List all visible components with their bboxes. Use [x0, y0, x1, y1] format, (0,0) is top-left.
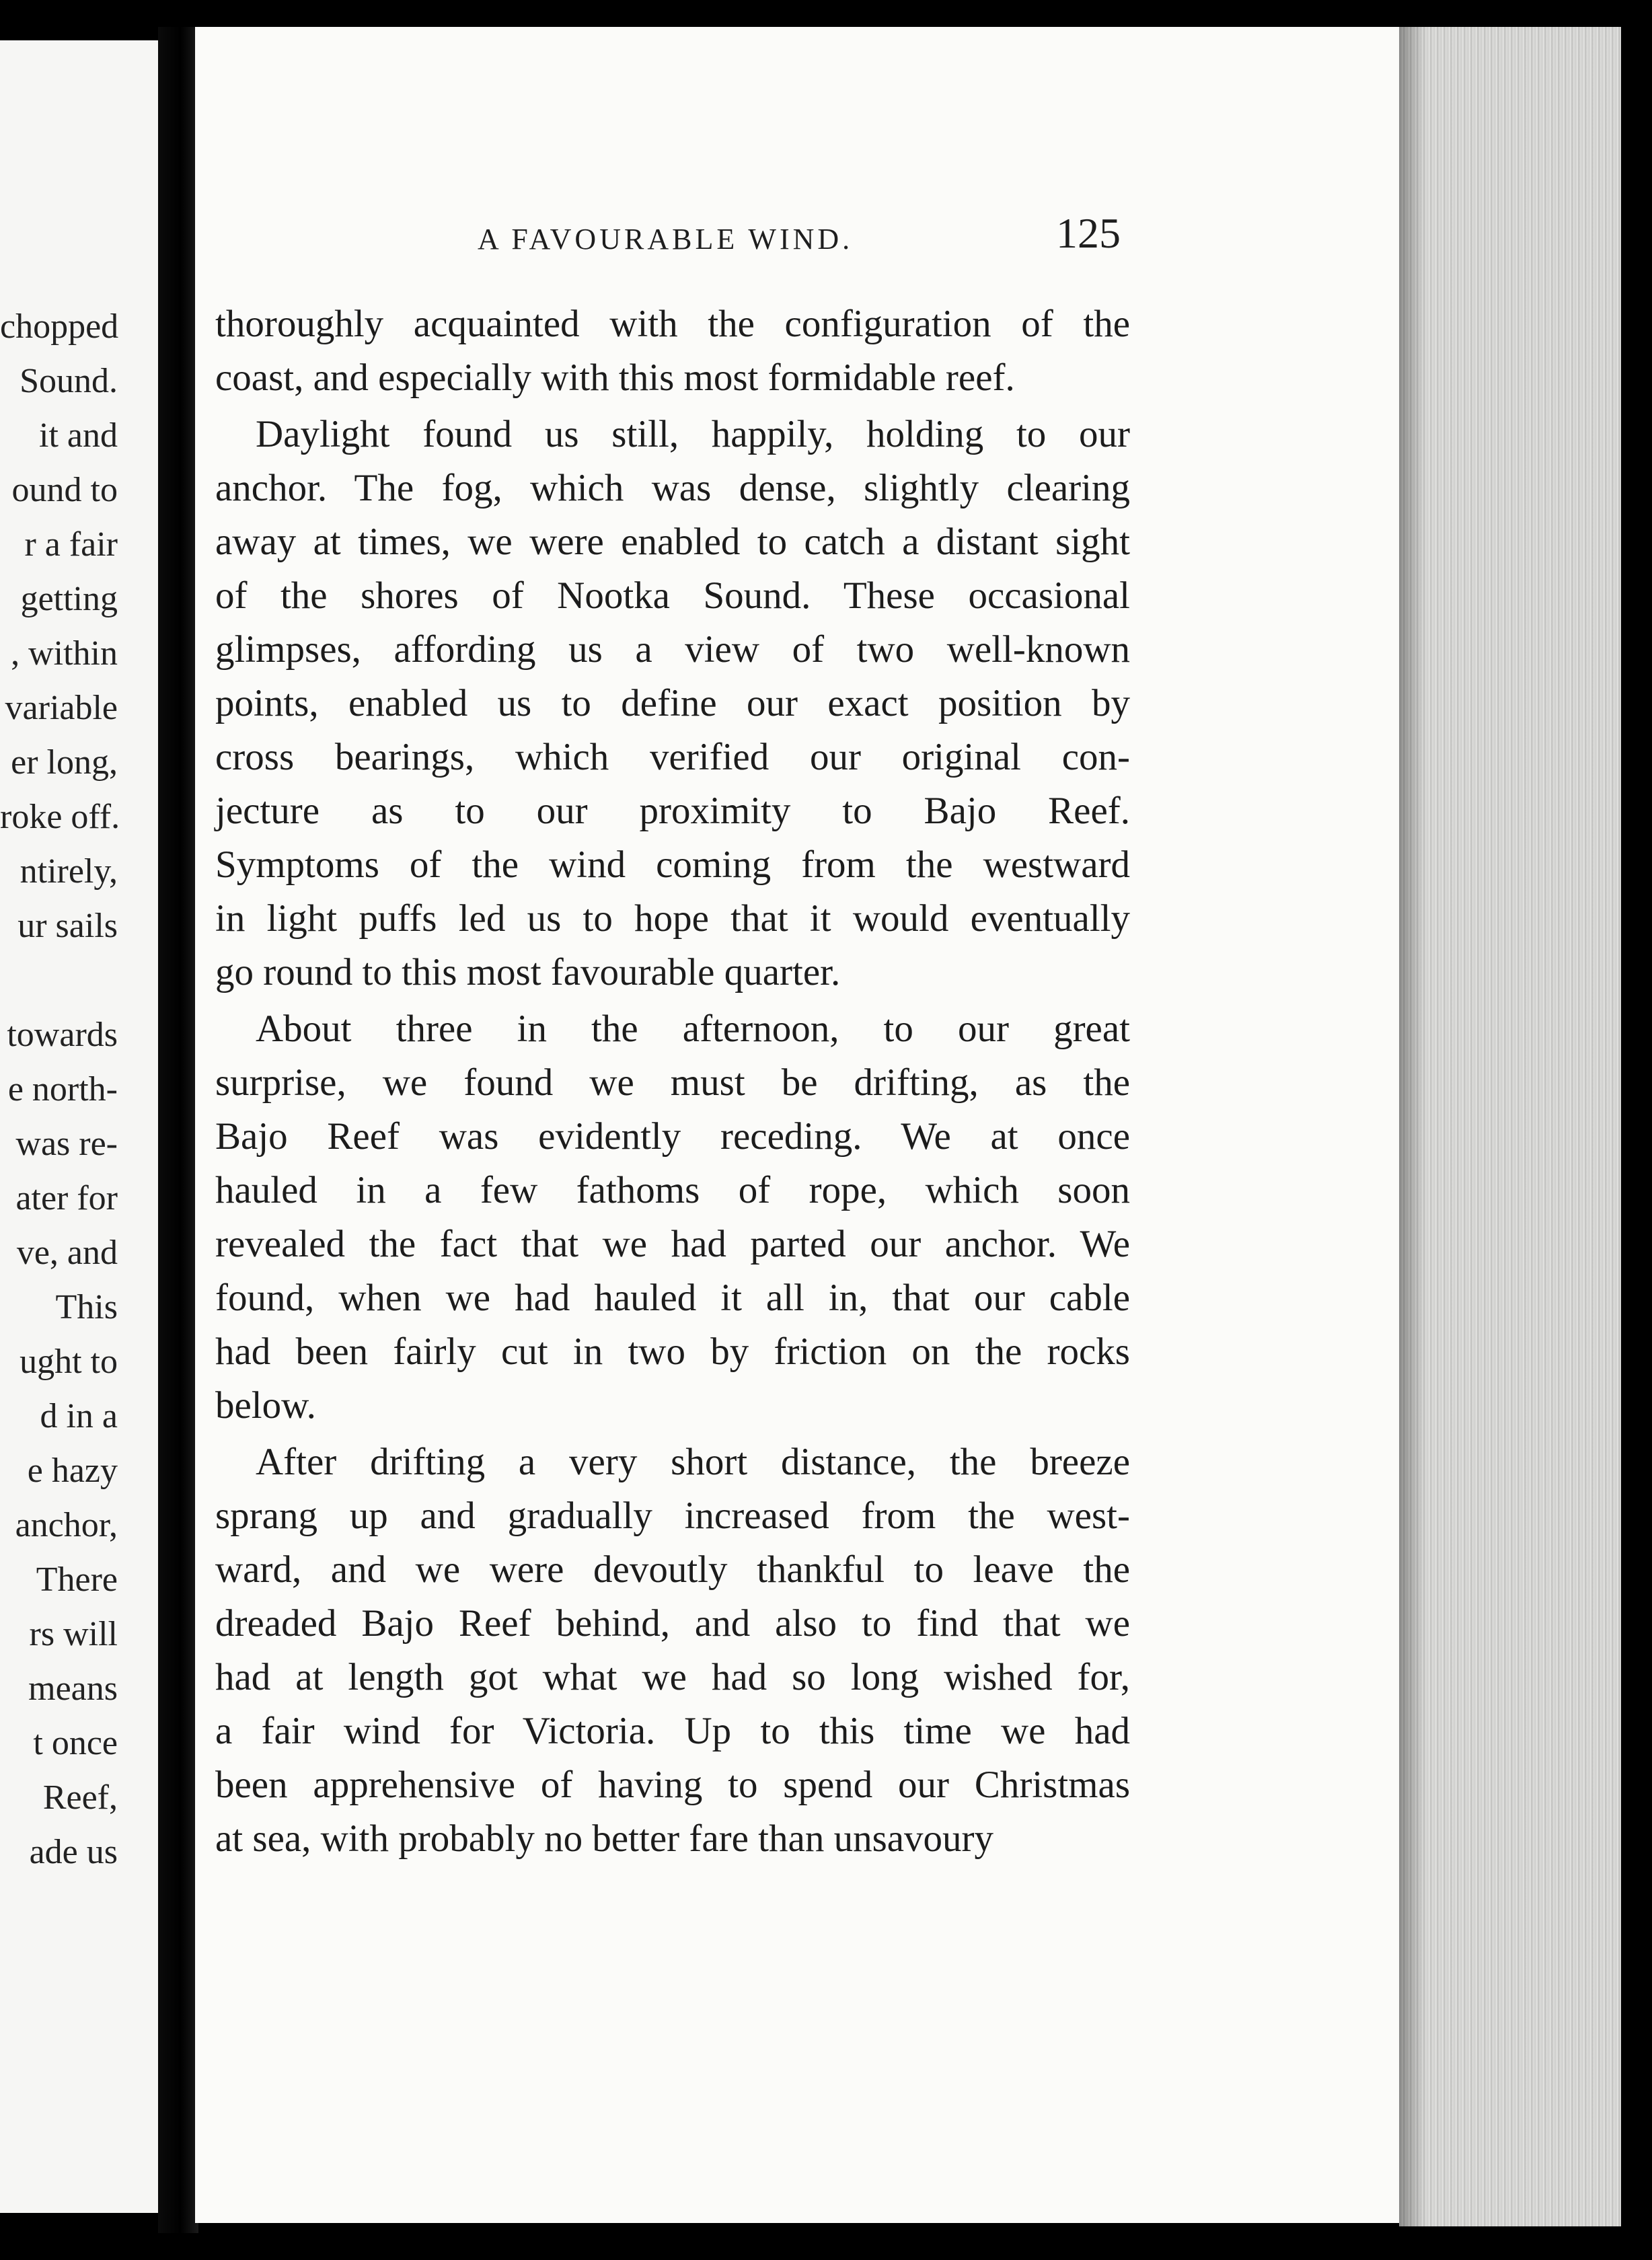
facing-page-line: t once — [33, 1724, 118, 1762]
paragraph — [215, 1435, 1130, 1866]
text-line: had been fairly cut in two by friction on the rocks — [215, 1330, 1130, 1373]
text-line: Daylight found us still, happily, holding to our — [256, 413, 1130, 455]
facing-page-line: ade us — [29, 1833, 118, 1871]
text-line: After drifting a very short distance, the breeze — [256, 1441, 1130, 1483]
facing-page-line: anchor, — [15, 1506, 118, 1544]
facing-page-line: towards — [7, 1016, 118, 1054]
text-line: About three in the afternoon, to our great — [256, 1008, 1130, 1050]
paragraph — [215, 1002, 1130, 1433]
page — [195, 27, 1399, 2223]
text-line: dreaded Bajo Reef behind, and also to find that we — [215, 1602, 1130, 1645]
facing-page-line: ound to — [11, 471, 118, 509]
text-line: ward, and we were devoutly thankful to leave the — [215, 1548, 1130, 1591]
facing-page-line: getting — [20, 580, 118, 618]
text-line: sprang up and gradually increased from the west- — [215, 1495, 1130, 1537]
paragraph — [215, 297, 1130, 405]
text-line: points, enabled us to define our exact position by — [215, 682, 1130, 724]
facing-page-line: variable — [5, 689, 118, 727]
facing-page-text — [0, 299, 158, 1879]
facing-page-blank-line — [0, 953, 158, 1008]
facing-page-line: e hazy — [27, 1452, 118, 1490]
facing-page-line: er long, — [11, 743, 118, 782]
running-head-title: A FAVOURABLE WIND. — [478, 223, 854, 256]
facing-page-line: roke off. — [0, 798, 120, 836]
text-line: of the shores of Nootka Sound. These occasional — [215, 574, 1130, 617]
facing-page-line: There — [36, 1560, 118, 1599]
facing-page-line: means — [28, 1669, 118, 1708]
page-edges — [1399, 27, 1621, 2226]
text-line: at sea, with probably no better fare than unsavoury — [215, 1817, 994, 1860]
text-line: had at length got what we had so long wished for, — [215, 1656, 1130, 1698]
text-line: been apprehensive of having to spend our Christmas — [215, 1764, 1130, 1806]
facing-page-line: Reef, — [42, 1778, 118, 1817]
facing-page-line: This — [55, 1288, 118, 1326]
text-line: jecture as to our proximity to Bajo Reef. — [215, 790, 1130, 832]
text-line: hauled in a few fathoms of rope, which soon — [215, 1169, 1130, 1211]
facing-page-line: it and — [39, 416, 118, 455]
facing-page-line: chopped — [0, 307, 119, 346]
facing-page-line: d in a — [40, 1397, 118, 1435]
text-line: Bajo Reef was evidently receding. We at once — [215, 1115, 1130, 1158]
facing-page-line: r a fair — [24, 525, 118, 564]
text-line: go round to this most favourable quarter. — [215, 951, 841, 993]
facing-page-line: ater for — [15, 1179, 118, 1217]
page-number: 125 — [1056, 209, 1121, 257]
page-edge-shadow — [1399, 27, 1426, 2226]
text-line: coast, and especially with this most formidable reef. — [215, 356, 1015, 399]
running-head — [195, 209, 1399, 269]
text-line: in light puffs led us to hope that it would eventually — [215, 897, 1130, 940]
text-line: away at times, we were enabled to catch a distant sight — [215, 521, 1130, 563]
text-line: below. — [215, 1384, 316, 1427]
text-line: Symptoms of the wind coming from the westward — [215, 843, 1130, 886]
facing-page-line: was re- — [15, 1125, 118, 1163]
book-gutter — [158, 27, 198, 2233]
facing-page — [0, 40, 158, 2213]
facing-page-line: Sound. — [20, 362, 118, 400]
text-line: thoroughly acquainted with the configuration of the — [215, 303, 1130, 345]
facing-page-line: rs will — [29, 1615, 118, 1653]
text-line: surprise, we found we must be drifting, as the — [215, 1061, 1130, 1104]
text-line: found, when we had hauled it all in, that our cable — [215, 1277, 1130, 1319]
facing-page-line: ve, and — [16, 1234, 118, 1272]
paragraph — [215, 408, 1130, 1000]
facing-page-line: ntirely, — [20, 852, 118, 891]
facing-page-line: ur sails — [17, 907, 118, 945]
text-line: revealed the fact that we had parted our anchor. We — [215, 1223, 1130, 1265]
text-line: glimpses, affording us a view of two well-known — [215, 628, 1130, 671]
text-line: anchor. The fog, which was dense, slightly clearing — [215, 467, 1130, 509]
facing-page-line: ught to — [20, 1343, 118, 1381]
text-line: a fair wind for Victoria. Up to this time we had — [215, 1710, 1130, 1752]
body-text — [215, 297, 1130, 1866]
text-line: cross bearings, which verified our original con- — [215, 736, 1130, 778]
facing-page-line: e north- — [7, 1070, 118, 1108]
facing-page-line: , within — [11, 634, 118, 673]
